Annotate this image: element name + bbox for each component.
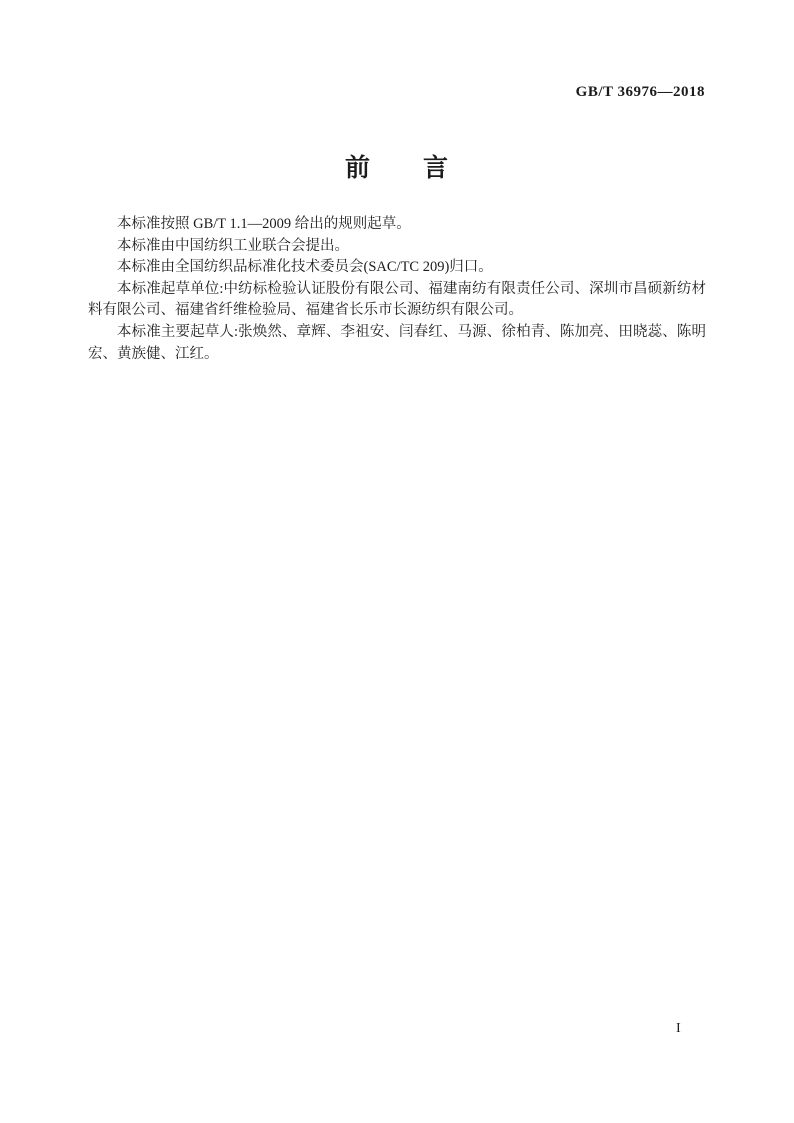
foreword-body (88, 214, 706, 365)
foreword-paragraph-proposer: 本标准由中国纺织工业联合会提出。 (117, 237, 349, 254)
foreword-paragraph-drafting-rule: 本标准按照 GB/T 1.1—2009 给出的规则起草。 (117, 216, 411, 232)
standard-number: GB/T 36976—2018 (575, 84, 705, 100)
foreword-paragraph-committee: 本标准由全国纺织品标准化技术委员会(SAC/TC 209)归口。 (117, 259, 493, 276)
foreword-paragraph-drafters: 本标准主要起草人:张焕然、章辉、李祖安、闫春红、马源、徐柏青、陈加亮、田晓蕊、陈明宏、黄族健、江红。 (88, 323, 706, 362)
page-number: I (676, 1021, 681, 1036)
foreword-title: 前 言 (344, 155, 449, 182)
foreword-paragraph-drafting-units: 本标准起草单位:中纺标检验认证股份有限公司、福建南纺有限责任公司、深圳市昌硕新纺材料有限公司、福建省纤维检验局、福建省长乐市长源纺织有限公司。 (88, 280, 706, 319)
